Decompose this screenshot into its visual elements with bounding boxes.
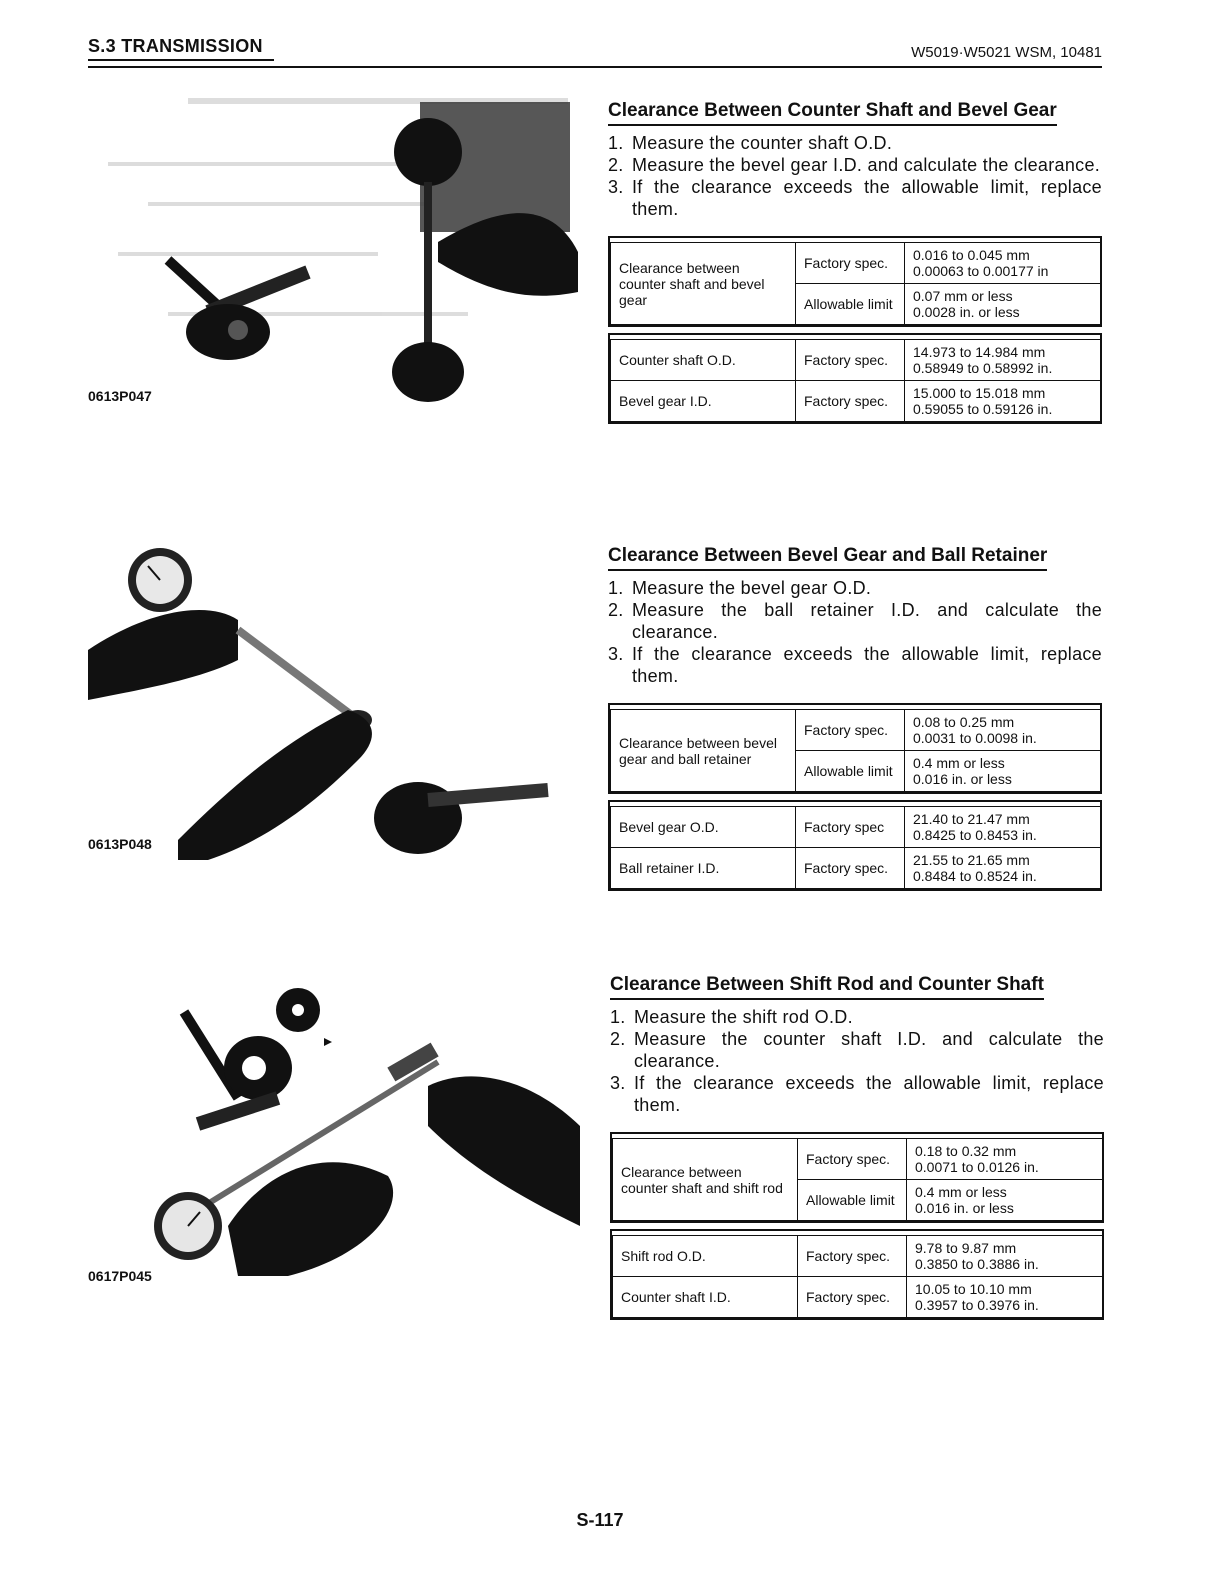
spec-value [905, 340, 1102, 381]
spec-value [907, 1139, 1104, 1180]
spec-type: Factory spec [796, 807, 905, 848]
header-rule [88, 66, 1102, 68]
section-title: Clearance Between Counter Shaft and Bevel Gear [608, 100, 1057, 126]
value-in: 0.3957 to 0.3976 in. [915, 1297, 1039, 1313]
section-title: Clearance Between Bevel Gear and Ball Retainer [608, 545, 1047, 571]
table-row [611, 381, 1102, 422]
clearance-label: Clearance between counter shaft and shift rod [613, 1139, 798, 1221]
table-row [613, 1139, 1104, 1180]
value-mm: 0.016 to 0.045 mm [913, 247, 1030, 263]
step-text: If the clearance exceeds the allowable limit, replace them. [632, 644, 1102, 686]
step [610, 1072, 1104, 1116]
part-label: Bevel gear O.D. [611, 807, 796, 848]
spec-type: Factory spec. [796, 848, 905, 889]
spec-value [905, 381, 1102, 422]
value-mm: 9.78 to 9.87 mm [915, 1240, 1017, 1256]
step-number: 2. [610, 1029, 626, 1049]
parts-table [608, 333, 1102, 424]
clearance-table [608, 703, 1102, 794]
step-text: Measure the shift rod O.D. [634, 1007, 853, 1027]
value-in: 0.0031 to 0.0098 in. [913, 730, 1037, 746]
spec-value [905, 710, 1102, 751]
value-mm: 21.55 to 21.65 mm [913, 852, 1030, 868]
photo-bevel-gear-ball-retainer [88, 540, 580, 860]
spec-value [905, 751, 1102, 792]
step-text: Measure the bevel gear I.D. and calculate the clearance. [632, 155, 1101, 175]
spec-value [907, 1277, 1104, 1318]
spec-value [905, 807, 1102, 848]
value-in: 0.8425 to 0.8453 in. [913, 827, 1037, 843]
step-text: Measure the bevel gear O.D. [632, 578, 872, 598]
step-text: Measure the counter shaft I.D. and calculate the clearance. [634, 1029, 1104, 1071]
spec-type: Factory spec. [796, 710, 905, 751]
value-mm: 21.40 to 21.47 mm [913, 811, 1030, 827]
part-label: Ball retainer I.D. [611, 848, 796, 889]
part-label: Counter shaft O.D. [611, 340, 796, 381]
value-in: 0.016 in. or less [915, 1200, 1014, 1216]
photo-code: 0617P045 [88, 1268, 152, 1284]
spec-type: Factory spec. [798, 1236, 907, 1277]
step-text: If the clearance exceeds the allowable limit, replace them. [634, 1073, 1104, 1115]
step-number: 3. [608, 644, 624, 664]
table-row [613, 1236, 1104, 1277]
part-label: Bevel gear I.D. [611, 381, 796, 422]
photo-counter-shaft-bevel-gear [88, 92, 580, 412]
photo-code: 0613P047 [88, 388, 152, 404]
value-in: 0.0028 in. or less [913, 304, 1020, 320]
step-number: 1. [610, 1007, 626, 1027]
section-counter-shaft-bevel-gear [608, 100, 1102, 424]
value-in: 0.59055 to 0.59126 in. [913, 401, 1053, 417]
procedure-steps [608, 577, 1102, 687]
table-row [611, 340, 1102, 381]
value-mm: 15.000 to 15.018 mm [913, 385, 1046, 401]
clearance-label: Clearance between bevel gear and ball retainer [611, 710, 796, 792]
procedure-steps [610, 1006, 1104, 1116]
procedure-steps [608, 132, 1102, 220]
photo-code: 0613P048 [88, 836, 152, 852]
parts-table [610, 1229, 1104, 1320]
part-label: Counter shaft I.D. [613, 1277, 798, 1318]
spec-type: Allowable limit [796, 284, 905, 325]
value-in: 0.3850 to 0.3886 in. [915, 1256, 1039, 1272]
spec-type: Factory spec. [798, 1277, 907, 1318]
step-text: Measure the ball retainer I.D. and calculate the clearance. [632, 600, 1102, 642]
step [608, 132, 1102, 154]
step [608, 643, 1102, 687]
spec-type: Factory spec. [796, 381, 905, 422]
spec-type: Allowable limit [798, 1180, 907, 1221]
spec-type: Factory spec. [796, 340, 905, 381]
table-row [611, 848, 1102, 889]
step [610, 1006, 1104, 1028]
step-number: 2. [608, 155, 624, 175]
parts-table [608, 800, 1102, 891]
value-in: 0.58949 to 0.58992 in. [913, 360, 1053, 376]
value-mm: 0.4 mm or less [915, 1184, 1007, 1200]
spec-value [907, 1236, 1104, 1277]
value-mm: 0.18 to 0.32 mm [915, 1143, 1017, 1159]
section-header: S.3 TRANSMISSION [88, 36, 274, 61]
spec-value [907, 1180, 1104, 1221]
spec-value [905, 848, 1102, 889]
spec-value [905, 243, 1102, 284]
page-number: S-117 [576, 1510, 624, 1530]
clearance-table [610, 1132, 1104, 1223]
spec-type: Factory spec. [798, 1139, 907, 1180]
table-row [611, 710, 1102, 751]
step-number: 3. [608, 177, 624, 197]
section-title: Clearance Between Shift Rod and Counter Shaft [610, 974, 1044, 1000]
table-row [611, 243, 1102, 284]
value-in: 0.00063 to 0.00177 in [913, 263, 1049, 279]
step-number: 3. [610, 1073, 626, 1093]
value-mm: 10.05 to 10.10 mm [915, 1281, 1032, 1297]
value-mm: 14.973 to 14.984 mm [913, 344, 1046, 360]
step-number: 1. [608, 133, 624, 153]
value-mm: 0.08 to 0.25 mm [913, 714, 1015, 730]
step-text: If the clearance exceeds the allowable limit, replace them. [632, 177, 1102, 219]
spec-type: Factory spec. [796, 243, 905, 284]
step [608, 599, 1102, 643]
value-in: 0.0071 to 0.0126 in. [915, 1159, 1039, 1175]
step-text: Measure the counter shaft O.D. [632, 133, 893, 153]
section-bevel-gear-ball-retainer [608, 545, 1102, 891]
value-in: 0.016 in. or less [913, 771, 1012, 787]
value-in: 0.8484 to 0.8524 in. [913, 868, 1037, 884]
value-mm: 0.4 mm or less [913, 755, 1005, 771]
table-row [613, 1277, 1104, 1318]
clearance-label: Clearance between counter shaft and bevel gear [611, 243, 796, 325]
step-number: 2. [608, 600, 624, 620]
document-code: W5019·W5021 WSM, 10481 [911, 44, 1102, 61]
spec-value [905, 284, 1102, 325]
step-number: 1. [608, 578, 624, 598]
step [608, 577, 1102, 599]
table-row [611, 807, 1102, 848]
spec-type: Allowable limit [796, 751, 905, 792]
clearance-table [608, 236, 1102, 327]
step [610, 1028, 1104, 1072]
step [608, 176, 1102, 220]
step [608, 154, 1102, 176]
section-shift-rod-counter-shaft [610, 974, 1104, 1320]
photo-shift-rod-counter-shaft [88, 976, 580, 1276]
part-label: Shift rod O.D. [613, 1236, 798, 1277]
value-mm: 0.07 mm or less [913, 288, 1013, 304]
